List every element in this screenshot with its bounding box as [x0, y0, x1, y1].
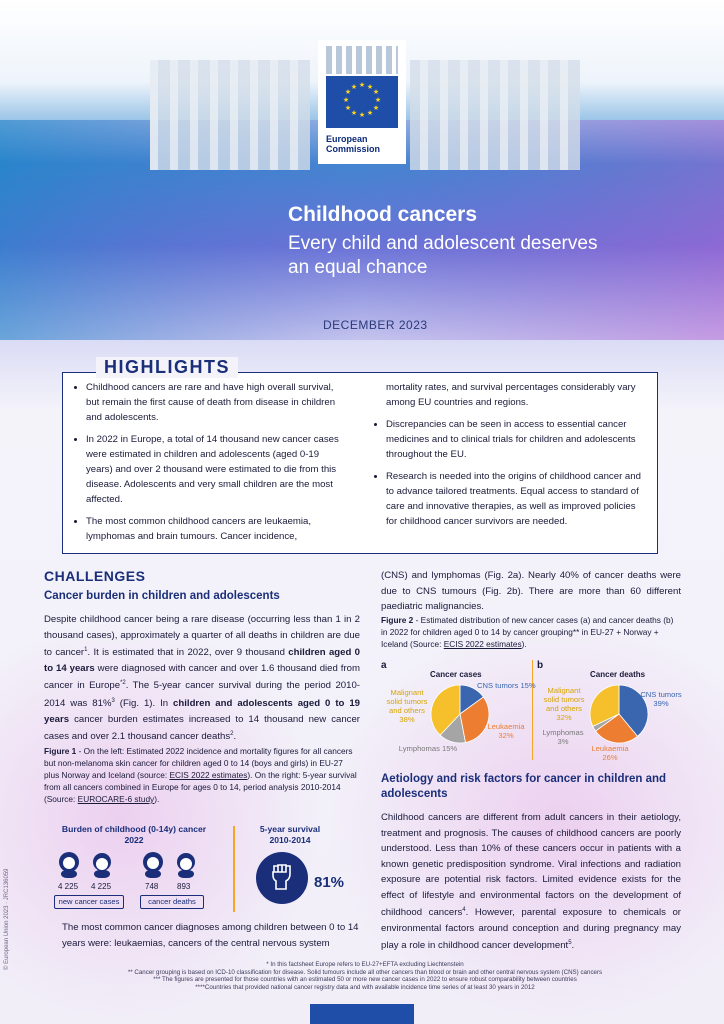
girl-icon	[59, 852, 79, 878]
count-new-girls: 4 225	[58, 882, 79, 891]
common-cancers-paragraph: The most common cancer diagnoses among children between 0 to 14 years were: leukaemias, cancers of the central nervous system	[62, 922, 359, 949]
pie-a-title: Cancer cases	[430, 670, 482, 679]
footnote: ** Cancer grouping is based on ICD-10 classification for disease. Solid tumours include all other cancers than blood or brain and other central nervous system (CNS) cancers	[127, 968, 603, 976]
figure1-divider	[233, 826, 235, 912]
boy-icon	[177, 853, 195, 878]
svg-text:★: ★	[350, 109, 358, 117]
count-new-boys: 4 225	[91, 882, 112, 891]
burden-subheading: Cancer burden in children and adolescents	[44, 590, 280, 602]
footnote: * In this factsheet Europe refers to EU-27+EFTA excluding Liechtenstein	[266, 961, 464, 968]
pill-cancer-deaths: cancer deaths	[140, 895, 204, 909]
copyright-side-note: © European Union 2023 · JRC136059	[4, 868, 10, 970]
survival-graphic	[254, 850, 310, 906]
panel-b-label: b	[537, 660, 544, 671]
figure1-caption: Figure 1 - On the left: Estimated 2022 incidence and mortality figures for all cancers but non-melanoma skin cancer for children aged 0 to 14 (boys and girls) in EU-27 plus Norway and Iceland (source: ECIS 2022 estimates). On the right: 5-year survival from all cancers combined in Europe for ages 0 to 14, period analysis 2010-2014 (Source: EUROCARE-6 study).	[44, 746, 357, 804]
svg-text:★: ★	[344, 88, 352, 96]
highlight-item: • Discrepancies can be seen in access to essential cancer medicines and to clinical trials for children and adolescents throughout the EU.	[386, 417, 646, 462]
count-deaths-boys: 893	[177, 882, 191, 891]
pie-b-label-lymphomas: Lymphomas 3%	[542, 728, 584, 746]
panel-a-label: a	[381, 660, 387, 671]
svg-text:★: ★	[358, 81, 366, 89]
highlight-item-continuation: mortality rates, and survival percentages considerably vary among EU countries and regions.	[386, 382, 636, 408]
pie-a-label-cns: CNS tumors 15%	[477, 681, 536, 690]
footnote: *** The figures are presented for those countries with an estimated 50 or more new cancer cases in 2022 to ensure robust comparability between countries	[153, 976, 577, 983]
highlights-left-column	[74, 380, 346, 551]
footnote: ****Countries that provided national cancer registry data and with available incidence time series of at least 30 years in 2012	[195, 983, 535, 991]
svg-text:★: ★	[366, 109, 374, 117]
svg-text:★: ★	[344, 104, 352, 112]
survival-title: 5-year survival 2010-2014	[259, 824, 321, 845]
count-deaths-girls: 748	[145, 882, 159, 891]
highlights-right-column	[374, 380, 646, 536]
svg-text:★: ★	[372, 88, 380, 96]
highlight-item: • In 2022 in Europe, a total of 14 thousand new cancer cases were estimated in children and adolescents (aged 0-19 years) and over 2 thousand were estimated to die from this disease. Adolescents and very small children are the most affected.	[86, 432, 346, 507]
burden-paragraph: Despite childhood cancer being a rare disease (occurring less than 1 in 2 thousand cases), approximately a quarter of all deaths in children are due to cancer$^1$. It is estimated that in 2022, over 9 thousand children aged 0 to 14 years were diagnosed with cancer and over 1.6 thousand died from cancer in Europe$^{*2}$. The 5-year cancer survival during the period 2010-2014 was 81%$^3$ (Fig. 1). In children and adolescents aged 0 to 19 years cancer burden estimates increased to 14 thousand new cancer cases and over 2.1 thousand cancer deaths$^2$.	[44, 614, 361, 743]
boy-icon	[93, 853, 111, 878]
aetiology-paragraph: Childhood cancers are different from adult cancers in their aetiology, treatment and prognosis. The causes of childhood cancers are poorly understood. Less than 10% of these cancers occur in patients with a known genetic predisposition syndrome. Viral infections and radiation exposure are potential risk factors. Limited evidence exists for the effect of lifestyle and environmental factors on the development of childhood cancers$^4$. However, parental exposure to chemicals or environmental factors around conception and during pregnancy may play a role in childhood cancer development$^5$.	[381, 812, 681, 952]
page-subtitle: Every child and adolescent deserves an equal chance	[288, 233, 598, 278]
publication-date: DECEMBER 2023	[323, 318, 428, 332]
footnotes	[60, 961, 670, 991]
pie-a-label-leukaemia: Leukaemia 32%	[487, 722, 525, 740]
pie-a-label-lymphomas: Lymphomas 15%	[398, 744, 458, 753]
cns-paragraph: (CNS) and lymphomas (Fig. 2a). Nearly 40% of cancer deaths were due to CNS tumours (Fig. 2b). There are more than 60 different paediatric malignancies.	[381, 570, 681, 612]
ecis-link[interactable]: ECIS 2022 estimates	[169, 770, 248, 780]
logo-text: European Commission	[326, 134, 381, 154]
pie-chart-cancer-cases	[429, 683, 491, 745]
svg-text:★: ★	[372, 104, 380, 112]
challenges-heading: CHALLENGES	[44, 568, 146, 584]
svg-text:★: ★	[350, 83, 358, 91]
highlight-item: • Childhood cancers are rare and have high overall survival, but remain the first cause of death from disease in children and adolescents.	[86, 380, 346, 425]
highlight-item: • Research is needed into the origins of childhood cancer and to advance tailored treatments. Equal access to standard of care and innovative therapies, as well as improved policies for childhood cancer survivors are needed.	[386, 469, 646, 529]
figure2-caption: Figure 2 - Estimated distribution of new cancer cases (a) and cancer deaths (b) in 2022 for children aged 0 to 14 by cancer grouping** in EU-27 + Norway + Iceland (Source: ECIS 2022 estimates).	[381, 615, 674, 649]
svg-text:★: ★	[358, 111, 366, 119]
pill-new-cancer-cases: new cancer cases	[54, 895, 124, 909]
burden-title: Burden of childhood (0-14y) cancer 2022	[61, 824, 207, 845]
pie-b-label-cns: CNS tumors 39%	[640, 690, 682, 708]
highlights-heading: HIGHLIGHTS	[96, 357, 238, 378]
page-title: Childhood cancers	[288, 203, 478, 226]
svg-text:★: ★	[342, 96, 350, 104]
svg-text:★: ★	[366, 83, 374, 91]
highlight-item: • The most common childhood cancers are leukaemia, lymphomas and brain tumours. Cancer incidence,	[86, 514, 346, 544]
pie-b-label-leukaemia: Leukaemia 26%	[591, 744, 629, 762]
survival-value: 81%	[314, 874, 345, 891]
people-icons	[56, 850, 216, 878]
ecis-estimates-link[interactable]: ECIS 2022 estimates	[443, 639, 522, 649]
pie-b-label-solid: Malignant solid tumors and others 32%	[543, 686, 585, 722]
aetiology-heading: Aetiology and risk factors for cancer in children and adolescents	[381, 773, 667, 800]
svg-text:★: ★	[374, 96, 382, 104]
pie-a-label-solid: Malignant solid tumors and others 38%	[386, 688, 428, 724]
girl-icon	[143, 852, 163, 878]
figure2-divider	[532, 660, 533, 760]
pie-b-title: Cancer deaths	[590, 670, 646, 679]
eurocare-link[interactable]: EUROCARE-6 study	[77, 794, 155, 804]
